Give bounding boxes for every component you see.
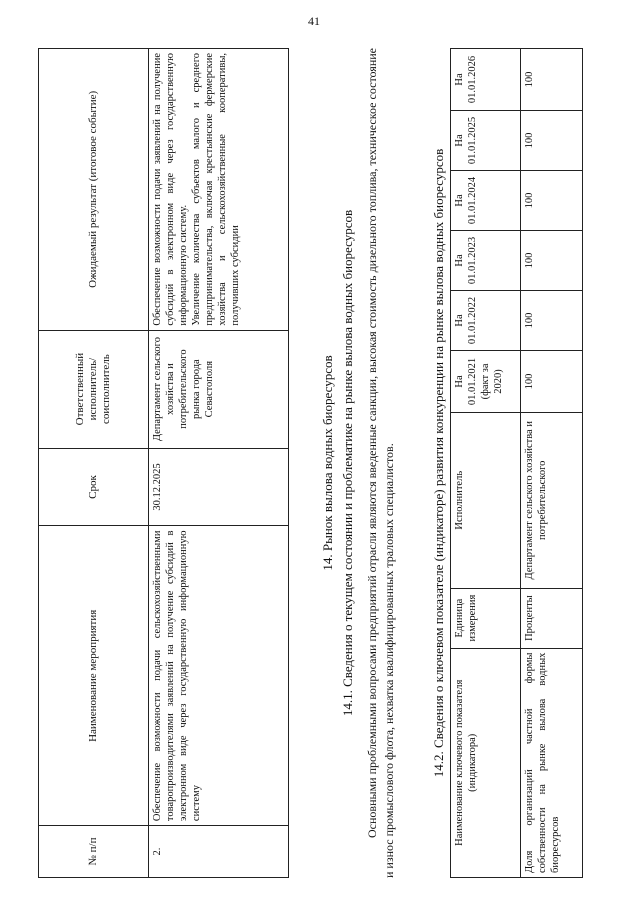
header-unit: Единица измерения <box>451 588 521 648</box>
value-2021: 100 <box>521 350 583 412</box>
header-2024: На 01.01.2024 <box>451 171 521 231</box>
table-header-row <box>39 49 149 878</box>
section-title: 14. Рынок вылова водных биоресурсов <box>320 355 335 571</box>
subsection-title-14-1: 14.1. Сведения о текущем состоянии и проблематике на рынке вылова водных биоресурсов <box>340 209 355 717</box>
header-2021: На 01.01.2021 (факт за 2020) <box>451 350 521 412</box>
value-2022: 100 <box>521 290 583 350</box>
value-2024: 100 <box>521 171 583 231</box>
header-result: Ожидаемый результат (итоговое событие) <box>39 49 149 331</box>
header-executor: Исполнитель <box>451 412 521 588</box>
row-result <box>149 49 289 331</box>
table-row <box>149 49 289 878</box>
subsection-title-14-2: 14.2. Сведения о ключевом показателе (индикаторе) развития конкуренции на рынке вылова водных биоресурсов <box>431 148 446 778</box>
rotated-page-content <box>38 48 598 878</box>
table-row <box>521 49 583 878</box>
row-num: 2. <box>149 826 289 878</box>
header-2026: На 01.01.2026 <box>451 49 521 111</box>
row-deadline: 30.12.2025 <box>149 448 289 526</box>
header-2022: На 01.01.2022 <box>451 290 521 350</box>
table-header-row <box>451 49 521 878</box>
header-activity: Наименование мероприятия <box>39 526 149 826</box>
value-2023: 100 <box>521 230 583 290</box>
header-indicator: Наименование ключевого показателя (индикатора) <box>451 648 521 877</box>
row-indicator: Доля организаций частной формы собственности на рынке вылова водных биоресурсов <box>521 648 583 877</box>
header-executor: Ответственный исполнитель/ соисполнитель <box>39 330 149 448</box>
header-num: № п/п <box>39 826 149 878</box>
value-2026: 100 <box>521 49 583 111</box>
row-executor: Департамент сельского хозяйства и потребительского <box>521 412 583 588</box>
result-part-2: Увеличение количества субъектов малого и среднего предпринимательства, включая крестьянские фермерские хозяйства и сельскохозяйственные кооперативы, получивших субсидии <box>191 53 241 326</box>
row-activity: Обеспечение возможности подачи сельскохозяйственными товаропроизводителями заявлений на получение субсидий в электронном виде через государственную информационную систему <box>149 526 289 826</box>
row-executor: Департамент сельского хозяйства и потребительского рынка города Севастополя <box>149 330 289 448</box>
header-deadline: Срок <box>39 448 149 526</box>
result-part-1: Обеспечение возможности подачи заявлений на получение субсидий в электронном виде через государственную информационную систему. <box>152 53 189 326</box>
row-unit: Проценты <box>521 588 583 648</box>
value-2025: 100 <box>521 111 583 171</box>
page-number: 41 <box>308 14 320 28</box>
body-paragraph: Основными проблемными вопросами предприятий отрасли являются введенные санкции, высокая стоимость дизельного топлива, техническое состояние и износ промыслового флота, нехватка квалифицированных траловых специалистов. <box>365 48 396 878</box>
activities-table <box>38 48 289 878</box>
indicator-table <box>450 48 583 878</box>
header-2025: На 01.01.2025 <box>451 111 521 171</box>
header-2023: На 01.01.2023 <box>451 230 521 290</box>
